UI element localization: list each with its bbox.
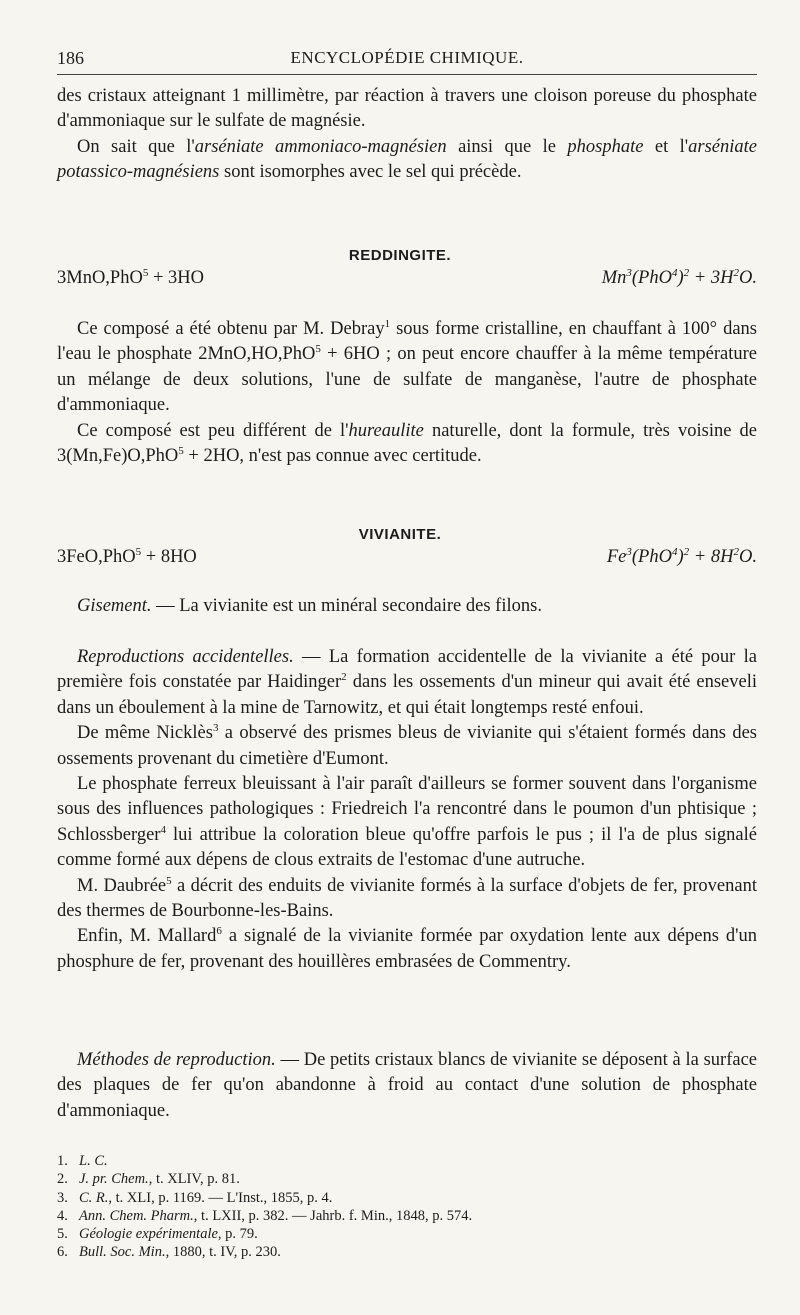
- reddingite-paragraph-1: [57, 317, 757, 419]
- footnote-number: 6.: [57, 1244, 68, 1261]
- formula-vivianite: [57, 547, 757, 568]
- reproductions-paragraph: [57, 645, 757, 721]
- footnote-ref: 1: [384, 317, 391, 330]
- text-run: — La formation accidentelle de la vivianite a été pour la première fois constatée par Haidinger: [57, 647, 757, 693]
- mallard-paragraph: [57, 924, 757, 975]
- text-run: ): [677, 547, 684, 567]
- superscript: 4: [671, 545, 678, 558]
- text-run: ): [677, 268, 684, 288]
- text-run: dans les ossements d'un mineur qui avait été enseveli dans un éboulement à la mine de Tarnowitz, et qui était longtemps resté enfoui.: [57, 672, 758, 718]
- text-run: + 3HO: [148, 268, 204, 288]
- text-run: 3FeO,PhO: [57, 547, 136, 567]
- footnote-4: [57, 1207, 757, 1225]
- text-run: (PhO: [631, 268, 672, 288]
- text-run: + 6HO ; on peut encore chauffer à la même température un mélange de deux solutions, l'une de sulfate de manganèse, l'autre de phosphate d'ammoniaque.: [57, 344, 758, 416]
- footnote-text: , p. 79.: [217, 1226, 258, 1243]
- text-run: M. Daubrée: [77, 875, 167, 896]
- footnote-ref: 5: [166, 874, 172, 887]
- text-run: O.: [739, 547, 757, 567]
- superscript: 5: [142, 266, 149, 279]
- superscript: 3: [626, 266, 632, 279]
- section-title-reddingite: REDDINGITE.: [348, 247, 452, 264]
- emphasis: Gisement.: [77, 596, 152, 616]
- methodes-block: [57, 1048, 757, 1124]
- superscript: 4: [671, 266, 678, 279]
- footnote-number: 3.: [57, 1189, 68, 1206]
- footnote-text: , t. LXII, p. 382. — Jahrb. f. Min., 1848, p. 574.: [193, 1207, 473, 1224]
- ferreux-paragraph: [57, 772, 757, 874]
- superscript: 2: [683, 545, 690, 558]
- text-run: a signalé de la vivianite formée par oxydation lente aux dépens d'un phosphure de fer, provenant des houillères embrasées de Commentry.: [57, 926, 757, 972]
- gisement-block: [57, 594, 757, 619]
- reddingite-paragraph-2: [57, 419, 757, 470]
- text-run: (PhO: [631, 547, 672, 567]
- footnote-5: [57, 1225, 757, 1243]
- formula-reddingite: [57, 268, 757, 289]
- superscript: 5: [178, 444, 184, 457]
- intro-paragraph-2: [57, 135, 757, 186]
- text-run: lui attribue la coloration bleue qu'offre parfois le pus ; il l'a de plus signalé comme formé aux dépens de clous extraits de l'estomac d'une autruche.: [57, 824, 757, 871]
- superscript: 2: [683, 266, 690, 279]
- emphasis: arséniate ammoniaco-magnésien: [194, 136, 447, 157]
- superscript: 5: [135, 545, 142, 558]
- superscript: 2: [733, 545, 739, 558]
- intro-paragraph-1: des cristaux atteignant 1 millimètre, par réaction à travers une cloison poreuse du phosphate d'ammoniaque sur le sulfate de magnésie.: [57, 86, 757, 132]
- text-run: Ce composé a été obtenu par M. Debray: [77, 319, 385, 339]
- footnote-text: , 1880, t. IV, p. 230.: [165, 1244, 281, 1261]
- footnote-source: J. pr. Chem.: [79, 1171, 149, 1188]
- text-run: et l': [643, 136, 689, 157]
- page-header: [57, 48, 757, 75]
- text-run: Mn: [601, 268, 627, 288]
- formula-right: [602, 268, 757, 289]
- footnote-ref: 6: [216, 925, 222, 938]
- footnote-ref: 3: [212, 722, 219, 735]
- methodes-paragraph: [57, 1048, 757, 1124]
- footnote-ref: 4: [160, 823, 166, 836]
- footnote-2: [57, 1170, 757, 1188]
- text-run: a décrit des enduits de vivianite formés à la surface d'objets de fer, provenant des thermes de Bourbonne-les-Bains.: [57, 875, 757, 922]
- text-run: Le phosphate ferreux bleuissant à l'air paraît d'ailleurs se former souvent dans l'organisme sous des influences pathologiques : Friedreich l'a rencontré dans le poumon d'un phtisique ; Schlossberger: [57, 774, 757, 845]
- text-run: naturelle, dont la formule, très voisine de 3(Mn,Fe)O,PhO: [57, 420, 757, 467]
- emphasis: Méthodes de reproduction.: [77, 1050, 276, 1070]
- emphasis: Reproductions accidentelles.: [77, 647, 294, 667]
- text-run: sont isomorphes avec le sel qui précède.: [219, 162, 522, 183]
- gisement-paragraph: [57, 594, 757, 619]
- text-run: + 3H: [689, 268, 734, 288]
- reproductions-block: [57, 645, 757, 975]
- superscript: 2: [733, 266, 739, 279]
- footnote-number: 1.: [57, 1153, 68, 1169]
- footnote-source: C. R.: [79, 1189, 109, 1206]
- footnote-source: Bull. Soc. Min.: [79, 1244, 166, 1261]
- formula-right: [607, 547, 757, 568]
- text-run: — De petits cristaux blancs de vivianite se déposent à la surface des plaques de fer qu'on abandonne à froid au contact d'une solution de phosphate d'ammoniaque.: [57, 1050, 757, 1121]
- reddingite-body: [57, 317, 757, 469]
- text-run: + 8H: [689, 547, 734, 567]
- text-run: Fe: [606, 547, 627, 567]
- text-run: Enfin, M. Mallard: [77, 926, 217, 947]
- footnote-source: Ann. Chem. Pharm.: [79, 1207, 194, 1224]
- formula-left: [57, 268, 204, 289]
- page-number: 186: [57, 48, 84, 68]
- text-run: — La vivianite est un minéral secondaire des filons.: [151, 596, 542, 616]
- footnote-number: 5.: [57, 1226, 68, 1243]
- footnote-text: , t. XLIV, p. 81.: [148, 1171, 240, 1188]
- text-run: + 2HO, n'est pas connue avec certitude.: [183, 446, 482, 467]
- footnote-number: 4.: [57, 1207, 68, 1224]
- intro-block: [57, 84, 757, 186]
- text-run: ainsi que le: [446, 136, 568, 157]
- formula-left: [57, 547, 197, 568]
- text-run: 3MnO,PhO: [57, 268, 143, 288]
- text-run: Ce composé est peu différent de l': [77, 420, 349, 441]
- nickles-paragraph: [57, 721, 757, 772]
- footnote-ref: 2: [341, 671, 347, 684]
- emphasis: hureaulite: [348, 420, 424, 441]
- footnote-6: [57, 1243, 757, 1261]
- superscript: 5: [315, 343, 321, 356]
- superscript: 3: [626, 545, 632, 558]
- text-run: + 8HO: [141, 547, 197, 567]
- footnote-3: [57, 1189, 757, 1207]
- text-run: De même Nicklès: [77, 723, 213, 744]
- footnote-source: Géologie expérimentale: [79, 1226, 218, 1243]
- footnote-number: 2.: [57, 1171, 68, 1188]
- footnotes: [57, 1152, 757, 1262]
- text-run: On sait que l': [77, 136, 195, 157]
- section-title-vivianite: VIVIANITE.: [358, 526, 442, 543]
- footnote-source: L. C.: [79, 1153, 108, 1169]
- text-run: a observé des prismes bleus de vivianite qui s'étaient formés dans des ossements provenant du cimetière d'Eumont.: [57, 723, 757, 769]
- text-run: sous forme cristalline, en chauffant à 100° dans l'eau le phosphate 2MnO,HO,PhO: [57, 319, 757, 365]
- text-run: O.: [739, 268, 757, 288]
- daubree-paragraph: [57, 874, 757, 925]
- running-title: ENCYCLOPÉDIE CHIMIQUE.: [290, 48, 524, 67]
- footnote-text: , t. XLI, p. 1169. — L'Inst., 1855, p. 4.: [108, 1189, 333, 1206]
- emphasis: arséniate potassico-magnésiens: [57, 136, 757, 183]
- footnote-1: [57, 1152, 757, 1170]
- emphasis: phosphate: [567, 136, 644, 157]
